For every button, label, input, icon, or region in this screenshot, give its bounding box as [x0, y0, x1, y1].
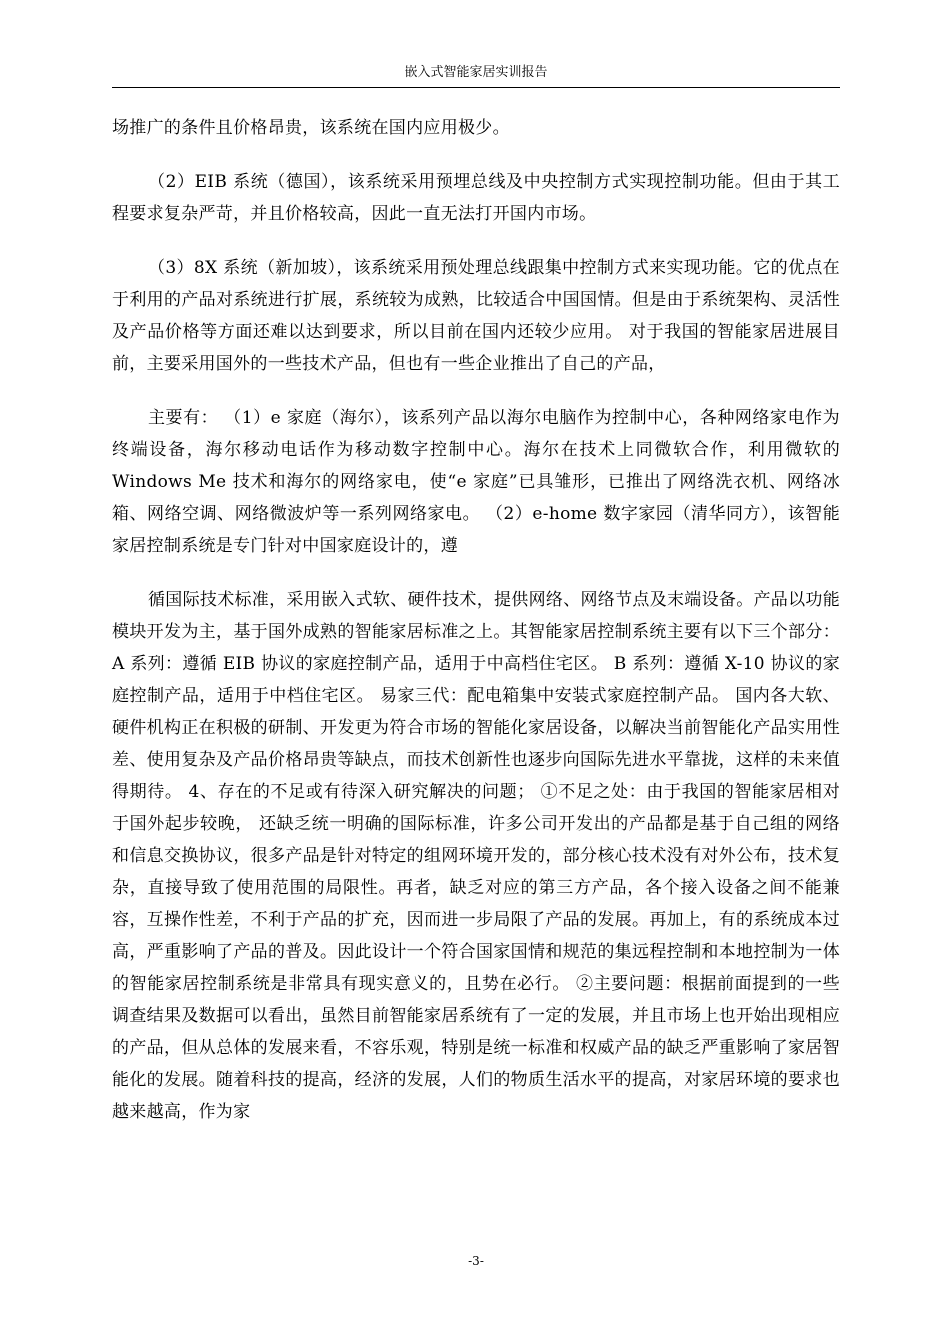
page-body [112, 112, 840, 1128]
paragraph-8x-system: （3）8X 系统（新加坡），该系统采用预处理总线跟集中控制方式来实现功能。它的优点在于利用的产品对系统进行扩展，系统较为成熟，比较适合中国国情。但是由于系统架构、灵活性及产品价格等方面还难以达到要求，所以目前在国内还较少应用。 对于我国的智能家居进展目前，主要采用国外的一些技术产品，但也有一些企业推出了自己的产品， [112, 258, 840, 374]
header-rule [112, 87, 840, 88]
page-number: -3- [468, 1254, 484, 1268]
paragraph-eib-system: （2）EIB 系统（德国），该系统采用预埋总线及中央控制方式实现控制功能。但由于其工程要求复杂严苛，并且价格较高，因此一直无法打开国内市场。 [112, 172, 840, 224]
running-header: 嵌入式智能家居实训报告 [404, 65, 548, 80]
paragraph-standards-and-problems: 循国际技术标准，采用嵌入式软、硬件技术，提供网络、网络节点及末端设备。产品以功能模块开发为主，基于国外成熟的智能家居标准之上。其智能家居控制系统主要有以下三个部分： A 系列：遵循 EIB 协议的家庭控制产品，适用于中高档住宅区。 B 系列：遵循 X-10 协议的家庭控制产品，适用于中档住宅区。 易家三代：配电箱集中安装式家庭控制产品。 国内各大软、硬件机构正在积极的研制、开发更为符合市场的智能化家居设备，以解决当前智能化产品实用性差、使用复杂及产品价格昂贵等缺点，而技术创新性也逐步向国际先进水平靠拢，这样的未来值得期待。 4、存在的不足或有待深入研究解决的问题； ①不足之处：由于我国的智能家居相对于国外起步较晚， 还缺乏统一明确的国际标准，许多公司开发出的产品都是基于自己组的网络和信息交换协议，很多产品是针对特定的组网环境开发的，部分核心技术没有对外公布，技术复杂，直接导致了使用范围的局限性。再者，缺乏对应的第三方产品，各个接入设备之间不能兼容，互操作性差，不利于产品的扩充，因而进一步局限了产品的发展。再加上，有的系统成本过高，严重影响了产品的普及。因此设计一个符合国家国情和规范的集远程控制和本地控制为一体的智能家居控制系统是非常具有现实意义的，且势在必行。 ②主要问题：根据前面提到的一些调查结果及数据可以看出，虽然目前智能家居系统有了一定的发展，并且市场上也开始出现相应的产品，但从总体的发展来看，不容乐观，特别是统一标准和权威产品的缺乏严重影响了家居智能化的发展。随着科技的提高，经济的发展，人们的物质生活水平的提高，对家居环境的要求也越来越高，作为家 [112, 590, 840, 1122]
paragraph-continuation: 场推广的条件且价格昂贵，该系统在国内应用极少。 [112, 118, 510, 138]
paragraph-domestic-products: 主要有： （1）e 家庭（海尔），该系列产品以海尔电脑作为控制中心，各种网络家电作为终端设备，海尔移动电话作为移动数字控制中心。海尔在技术上同微软合作，利用微软的 Windows Me 技术和海尔的网络家电，使“e 家庭”已具雏形，已推出了网络洗衣机、网络冰箱、网络空调、网络微波炉等一系列网络家电。 （2）e-home 数字家园（清华同方），该智能家居控制系统是专门针对中国家庭设计的，遵 [112, 408, 840, 556]
